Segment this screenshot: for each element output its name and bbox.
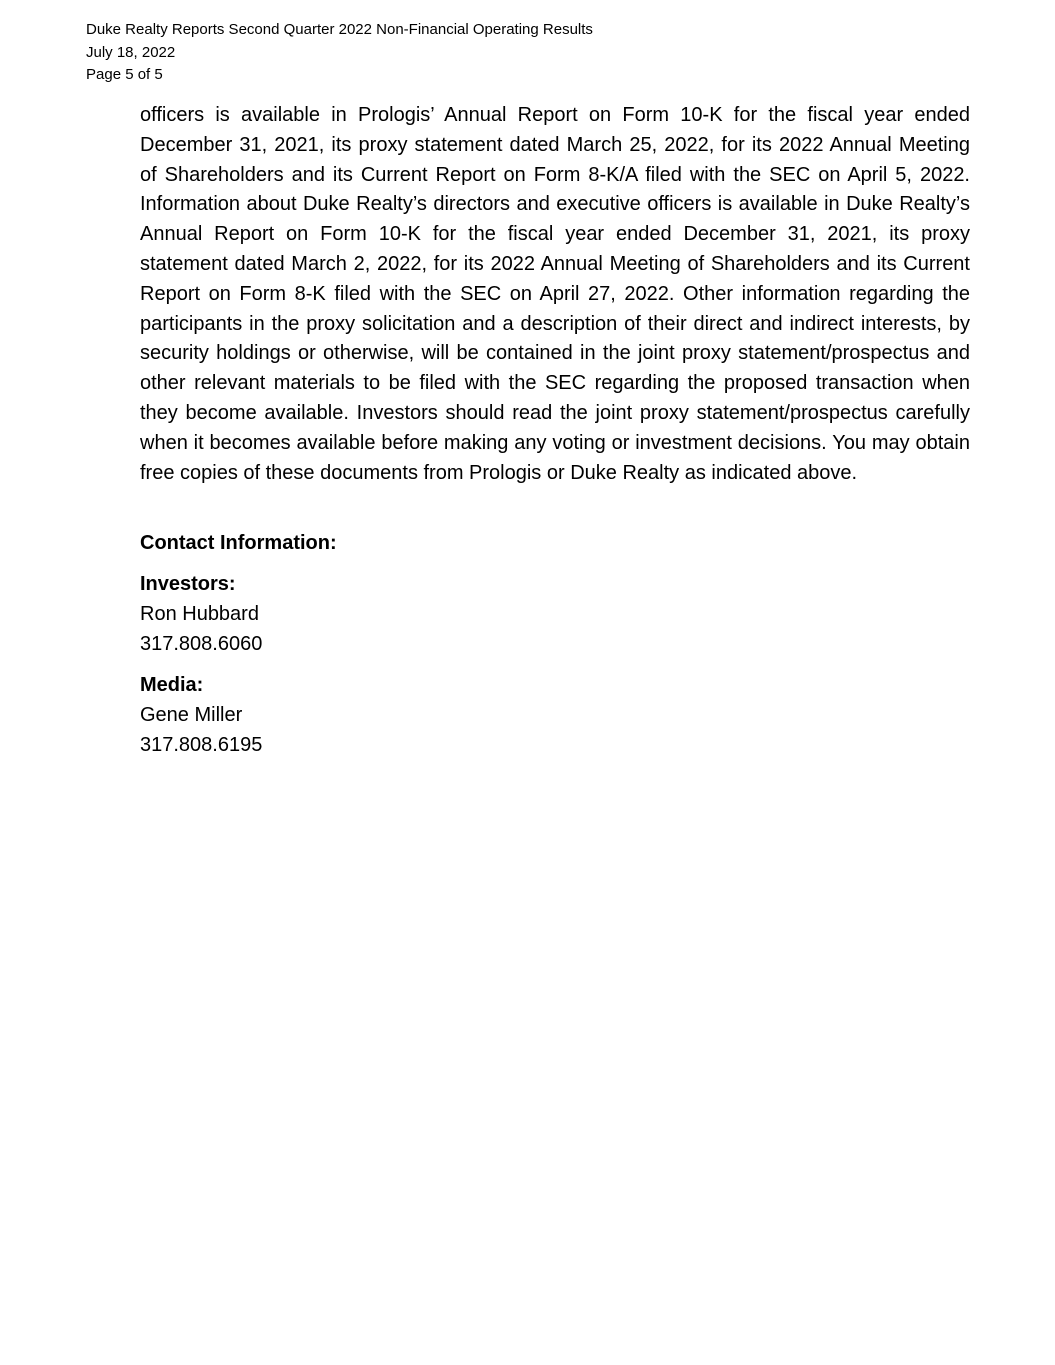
- body-paragraph: officers is available in Prologis’ Annual Report on Form 10-K for the fiscal year ended December 31, 2021, its proxy statement dated March 25, 2022, for its 2022 Annual Meeting of Shareholders and its Current Report on Form 8-K/A filed with the SEC on April 5, 2022. Information about Duke Realty’s directors and executive officers is available in Duke Realty’s Annual Report on Form 10-K for the fiscal year ended December 31, 2021, its proxy statement dated March 2, 2022, for its 2022 Annual Meeting of Shareholders and its Current Report on Form 8-K filed with the SEC on April 27, 2022. Other information regarding the participants in the proxy solicitation and a description of their direct and indirect interests, by security holdings or otherwise, will be contained in the joint proxy statement/prospectus and other relevant materials to be filed with the SEC regarding the proposed transaction when they become available. Investors should read the joint proxy statement/prospectus carefully when it becomes available before making any voting or investment decisions. You may obtain free copies of these documents from Prologis or Duke Realty as indicated above.: [140, 104, 970, 484]
- investors-contact-phone: 317.808.6060: [140, 633, 263, 656]
- investors-contact-name: Ron Hubbard: [140, 603, 259, 626]
- main-content: [140, 101, 970, 771]
- document-title: Duke Realty Reports Second Quarter 2022 Non-Financial Operating Results: [86, 21, 593, 38]
- document-date: July 18, 2022: [86, 43, 176, 61]
- contact-heading: Contact Information:: [140, 532, 337, 555]
- contact-section: [140, 528, 970, 760]
- investors-contact: [140, 569, 970, 659]
- media-contact: [140, 670, 970, 760]
- media-contact-name: Gene Miller: [140, 704, 243, 727]
- investors-label: Investors:: [140, 573, 236, 596]
- page-header: [86, 19, 593, 87]
- media-label: Media:: [140, 674, 204, 697]
- media-contact-phone: 317.808.6195: [140, 734, 263, 757]
- page-number: Page 5 of 5: [86, 66, 163, 83]
